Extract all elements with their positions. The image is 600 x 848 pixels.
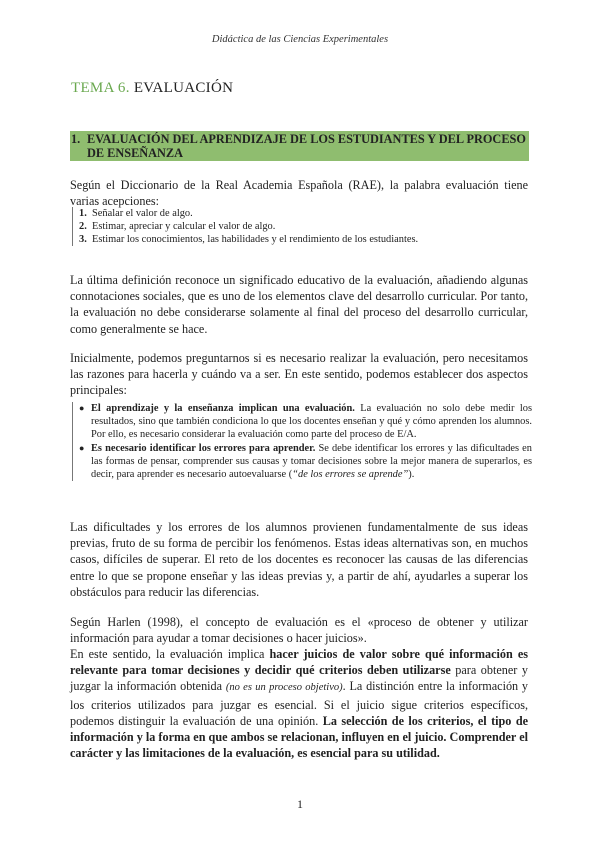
bullet-icon: ● <box>79 403 85 413</box>
section-number: 1. <box>71 132 81 146</box>
intro-paragraph: Según el Diccionario de la Real Academia Española (RAE), la palabra evaluación tiene varias acepciones: <box>70 178 528 209</box>
list-item: 3. Estimar los conocimientos, las habilidades y el rendimiento de los estudiantes. <box>79 234 419 245</box>
paragraph-definition: La última definición reconoce un significado educativo de la evaluación, añadiendo algunas connotaciones sociales, que es uno de los elementos clave del desarrollo curricular. Por tanto, la evaluación no debe considerarse solamente al final del proceso del desarrollo curricular, como generalmente se hace. <box>70 273 528 336</box>
paragraph-reasons: Inicialmente, podemos preguntarnos si es necesario realizar la evaluación, pero necesitamos las razones para hacerla y cuándo va a ser. En este sentido, podemos establecer dos aspectos principales: <box>70 351 528 398</box>
paragraph-harlen: Según Harlen (1998), el concepto de evaluación es el «proceso de obtener y utilizar información para ayudar a tomar decisiones o hacer juicios». <box>70 615 528 646</box>
running-header: Didáctica de las Ciencias Experimentales <box>211 34 389 45</box>
chapter-heading <box>71 80 233 97</box>
section-title: EVALUACIÓN DEL APRENDIZAJE DE LOS ESTUDIANTES Y DEL PROCESO DE ENSEÑANZA <box>87 132 526 160</box>
section-heading <box>70 131 529 161</box>
list-item: 1. Señalar el valor de algo. <box>79 208 193 219</box>
chapter-title: EVALUACIÓN <box>133 80 234 96</box>
list-item: ● El aprendizaje y la enseñanza implican una evaluación. La evaluación no solo debe medir los resultados, sino que también condiciona lo que los docentes enseñan y qué y cómo aprenden los alumnos. Por ello, es necesario considerar la evaluación como parte del proceso de E/A. <box>79 403 532 441</box>
chapter-number: TEMA 6. <box>71 80 130 96</box>
paragraph-difficulties: Las dificultades y los errores de los alumnos provienen fundamentalmente de sus ideas previas, fruto de su forma de percibir los fenómenos. Estas ideas alternativas son, en muchos casos, difíciles de superar. El reto de los docentes es reconocer las causas de las diferencias entre lo que se propone enseñar y las ideas previas y, a partir de ahí, ayudarles a superar los obstáculos para reducir las diferencias. <box>70 520 528 599</box>
definitions-list <box>72 207 534 246</box>
bullet-icon: ● <box>79 442 85 453</box>
list-item: ● Es necesario identificar los errores para aprender. Se debe identificar los errores y las dificultades en las formas de pensar, comprender sus causas y tomar decisiones sobre la mejor manera de superarlos, es decir, para aprender es necesario autoevaluarse (“de los errores se aprende”). <box>79 442 532 481</box>
list-item: 2. Estimar, apreciar y calcular el valor de algo. <box>79 221 276 232</box>
aspects-list <box>72 402 532 481</box>
page-number: 1 <box>297 797 303 811</box>
paragraph-judgement: En este sentido, la evaluación implica hacer juicios de valor sobre qué información es relevante para tomar decisiones y decidir qué criterios deben utilizarse para obtener y juzgar la información obtenida (no es un proceso objetivo). La distinción entre la información y los criterios utilizados para juzgar es esencial. Si el juicio sigue criterios específicos, podemos distinguir la evaluación de una opinión. La selección de los criterios, el tipo de información y la forma en que ambos se relacionan, influyen en el juicio. Comprender el carácter y las limitaciones de la evaluación, es esencial para su utilidad. <box>70 647 529 761</box>
